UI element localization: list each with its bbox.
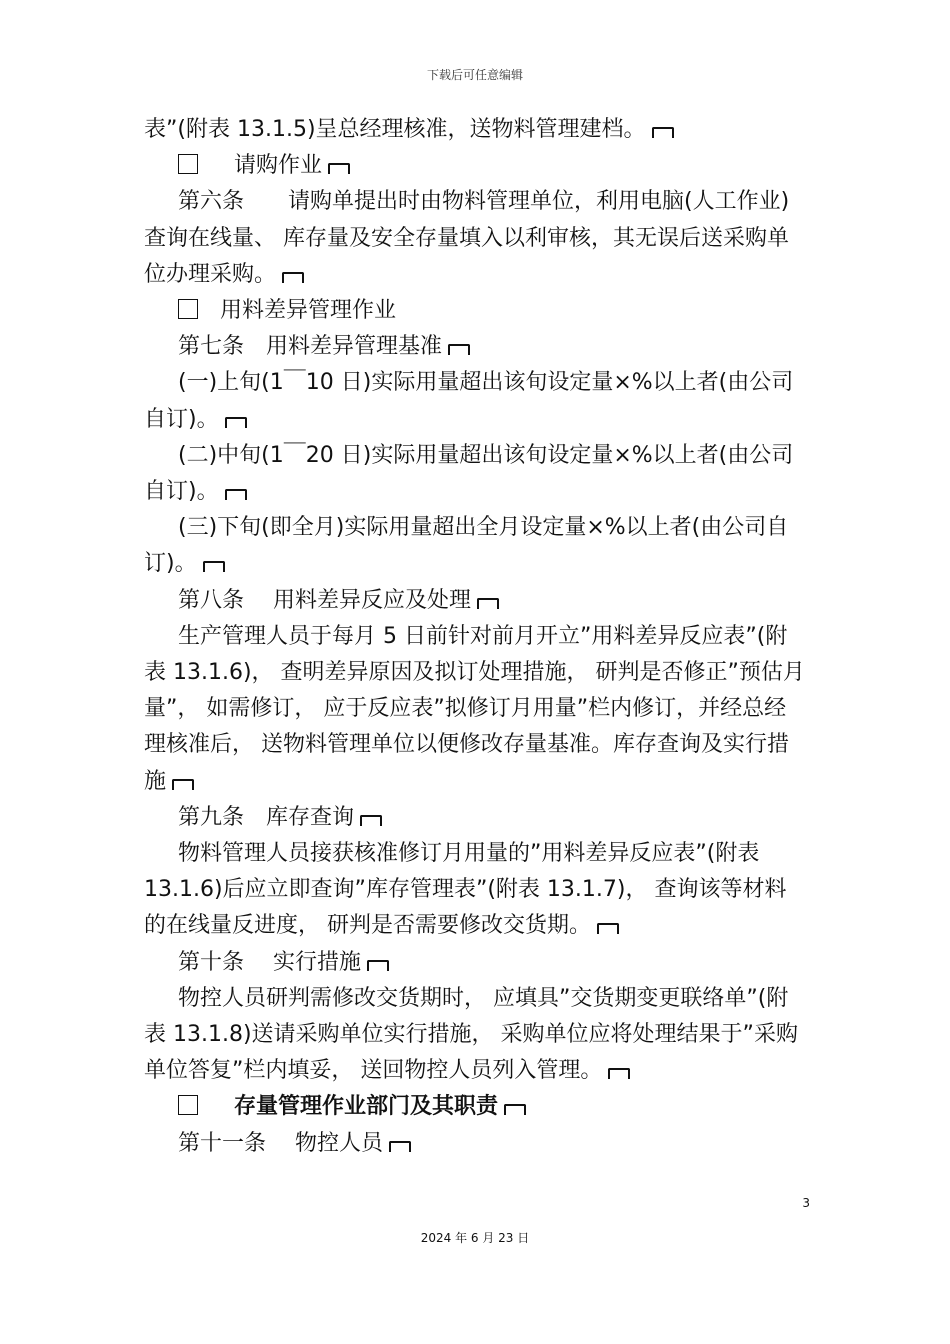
paragraph: 物料管理人员接获核准修订月用量的”用料差异反应表”(附表 13.1.6)后应立即查询”库存管理表”(附表 13.1.7)， 查询该等材料的在线量反进度， 研判是否需要修改交货期。 [144, 841, 787, 939]
checkbox-icon [178, 299, 198, 319]
paragraph-mark-icon [389, 1141, 411, 1152]
paragraph-mark-icon [597, 923, 619, 934]
footer-date: 2024 年 6 月 23 日 [420, 1231, 530, 1245]
article-title: 第十一条 物控人员 [144, 1126, 808, 1162]
paragraph: (三)下旬(即全月)实际用量超出全月设定量×%以上者(由公司自订)。 [144, 515, 789, 577]
page-number: 3 [802, 1196, 810, 1210]
article-title: 第七条 用料差异管理基准 [144, 329, 808, 365]
paragraph-mark-icon [367, 960, 389, 971]
section-heading: 用料差异管理作业 [144, 293, 808, 329]
paragraph: 物控人员研判需修改交货期时， 应填具”交货期变更联络单”(附表 13.1.8)送请采购单位实行措施， 采购单位应将处理结果于”采购单位答复”栏内填妥， 送回物控人员列入管理。 [144, 985, 798, 1084]
checkbox-icon [178, 154, 198, 174]
paragraph: (二)中旬(1￣20 日)实际用量超出该旬设定量×%以上者(由公司自订)。 [144, 442, 794, 505]
paragraph-mark-icon [477, 598, 499, 609]
paragraph-mark-icon [282, 272, 304, 283]
paragraph: 生产管理人员于每月 5 日前针对前月开立”用料差异反应表”(附表 13.1.6)， 查明差异原因及拟订处理措施， 研判是否修正”预估月量”， 如需修订， 应于反应表”拟修订月用量”栏内修订，并经总经理核准后， 送物料管理单位以便修改存量基准。库存查询及实行措施 [144, 623, 805, 794]
paragraph: 表”(附表 13.1.5)呈总经理核准，送物料管理建档。 [144, 112, 808, 148]
paragraph-mark-icon [203, 561, 225, 572]
paragraph-mark-icon [448, 344, 470, 355]
paragraph: 第六条 请购单提出时由物料管理单位，利用电脑(人工作业)查询在线量、 库存量及安全存量填入以利审核，其无误后送采购单位办理采购。 [144, 189, 790, 287]
paragraph-mark-icon [225, 489, 247, 500]
paragraph-mark-icon [504, 1104, 526, 1115]
paragraph-mark-icon [652, 127, 674, 138]
paragraph-mark-icon [360, 815, 382, 826]
paragraph-mark-icon [225, 417, 247, 428]
article-title: 第十条 实行措施 [144, 945, 808, 981]
article-title: 第八条 用料差异反应及处理 [144, 583, 808, 619]
article-title: 第九条 库存查询 [144, 800, 808, 836]
checkbox-icon [178, 1095, 198, 1115]
page-header: 下载后可任意编辑 [426, 68, 523, 82]
paragraph-mark-icon [328, 163, 350, 174]
paragraph-mark-icon [608, 1068, 630, 1079]
document-body [144, 112, 808, 1162]
section-heading: 存量管理作业部门及其职责 [144, 1089, 808, 1125]
paragraph: (一)上旬(1￣10 日)实际用量超出该旬设定量×%以上者(由公司自订)。 [144, 370, 794, 432]
section-heading: 请购作业 [144, 148, 808, 184]
paragraph-mark-icon [172, 779, 194, 790]
